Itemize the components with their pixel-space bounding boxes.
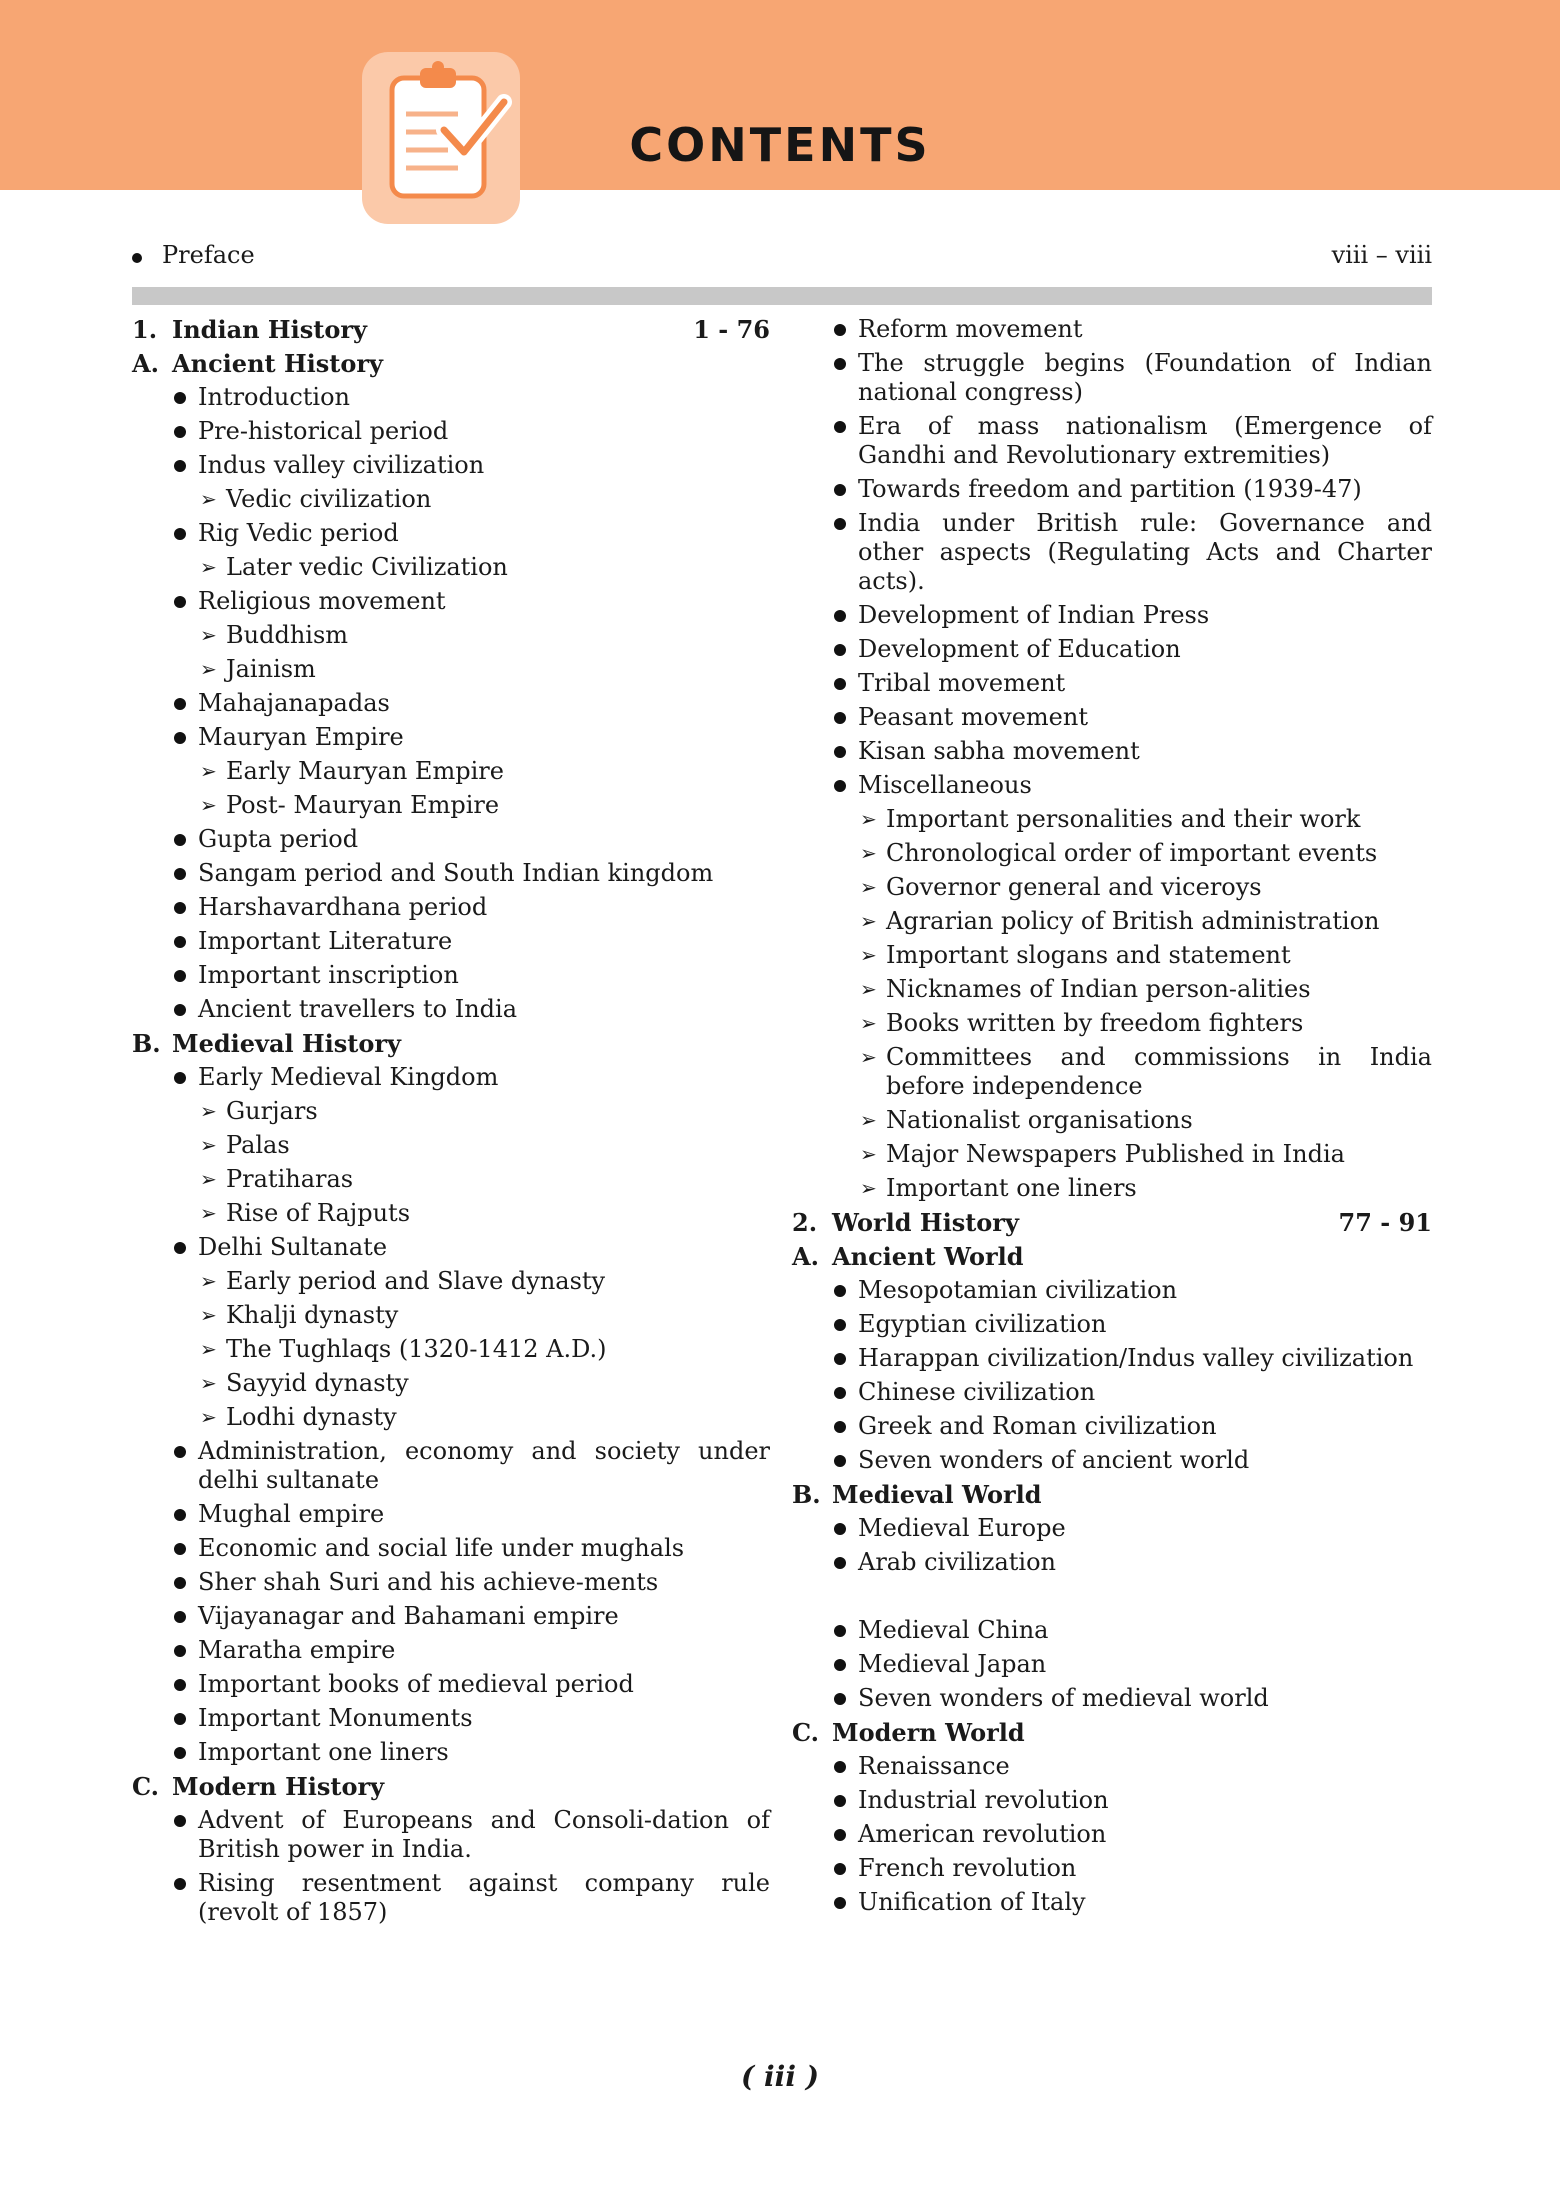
toc-item: [132, 1704, 770, 1733]
heading-text: Ancient World: [832, 1242, 1024, 1271]
bullet-icon: [834, 1353, 846, 1365]
bullet-icon: [834, 1455, 846, 1467]
item-text: Seven wonders of ancient world: [858, 1446, 1250, 1474]
toc-subitem: [132, 655, 770, 684]
bullet-icon: [834, 1319, 846, 1331]
bullet-icon: [834, 780, 846, 792]
toc-section-heading: [132, 1029, 770, 1058]
toc-item: [132, 1568, 770, 1597]
item-text: Rig Vedic period: [198, 519, 399, 547]
item-text: Early Mauryan Empire: [226, 757, 504, 785]
toc-subitem: [132, 1165, 770, 1194]
bullet-icon: [174, 732, 186, 744]
arrow-bullet-icon: ➢: [860, 943, 877, 967]
arrow-bullet-icon: ➢: [860, 841, 877, 865]
bullet-icon: [174, 1072, 186, 1084]
item-text: Reform movement: [858, 315, 1083, 343]
arrow-bullet-icon: ➢: [200, 1133, 217, 1157]
item-text: Mughal empire: [198, 1500, 385, 1528]
page-range: 1 - 76: [693, 315, 770, 344]
toc-item: [792, 1650, 1432, 1679]
toc-subitem: [792, 805, 1432, 834]
item-text: Chinese civilization: [858, 1378, 1096, 1406]
bullet-icon: [834, 678, 846, 690]
bullet-icon: [174, 460, 186, 472]
heading-number: C.: [792, 1718, 820, 1747]
toc-item: [132, 825, 770, 854]
item-text: Administration, economy and society under delhi sultanate: [198, 1437, 770, 1494]
toc-item: [792, 737, 1432, 766]
toc-part-heading: [132, 315, 770, 344]
arrow-bullet-icon: ➢: [200, 759, 217, 783]
toc-item: [792, 703, 1432, 732]
item-text: Medieval China: [858, 1616, 1049, 1644]
bullet-icon: [174, 936, 186, 948]
heading-number: A.: [792, 1242, 819, 1271]
toc-subitem: [132, 553, 770, 582]
toc-section-heading: [792, 1718, 1432, 1747]
toc-subitem: [792, 1009, 1432, 1038]
arrow-bullet-icon: ➢: [860, 875, 877, 899]
toc-item: [132, 1534, 770, 1563]
toc-item: [132, 859, 770, 888]
bullet-icon: [834, 421, 846, 433]
bullet-icon: [174, 1446, 186, 1458]
bullet-icon: [834, 1863, 846, 1875]
toc-item: [132, 451, 770, 480]
toc-subitem: [792, 907, 1432, 936]
bullet-icon: [834, 610, 846, 622]
toc-item: [792, 315, 1432, 344]
toc-item: [132, 689, 770, 718]
toc-item: [792, 349, 1432, 407]
arrow-bullet-icon: ➢: [200, 1405, 217, 1429]
bullet-icon: [174, 392, 186, 404]
item-text: Seven wonders of medieval world: [858, 1684, 1269, 1712]
toc-item: [132, 587, 770, 616]
item-text: Important one liners: [886, 1174, 1137, 1202]
arrow-bullet-icon: ➢: [200, 1269, 217, 1293]
item-text: Buddhism: [226, 621, 349, 649]
arrow-bullet-icon: ➢: [200, 1337, 217, 1361]
toc-item: [792, 1752, 1432, 1781]
item-text: Delhi Sultanate: [198, 1233, 388, 1261]
page-title: CONTENTS: [629, 118, 931, 172]
bullet-icon: [834, 1625, 846, 1637]
toc-item: [792, 1820, 1432, 1849]
toc-item: [132, 1233, 770, 1262]
bullet-icon: [834, 1795, 846, 1807]
item-text: Important books of medieval period: [198, 1670, 634, 1698]
heading-text: Ancient History: [172, 349, 383, 378]
item-text: Khalji dynasty: [226, 1301, 399, 1329]
preface-pages: viii – viii: [1331, 241, 1432, 269]
item-text: Nationalist organisations: [886, 1106, 1193, 1134]
arrow-bullet-icon: ➢: [860, 1011, 877, 1035]
bullet-icon: [174, 902, 186, 914]
item-text: Later vedic Civilization: [226, 553, 508, 581]
arrow-bullet-icon: ➢: [200, 1099, 217, 1123]
toc-section-heading: [132, 1772, 770, 1801]
toc-item: [792, 412, 1432, 470]
bullet-icon: [174, 528, 186, 540]
heading-text: Indian History: [172, 315, 367, 344]
arrow-bullet-icon: ➢: [200, 793, 217, 817]
item-text: Early period and Slave dynasty: [226, 1267, 606, 1295]
bullet-icon: [834, 1761, 846, 1773]
item-text: Tribal movement: [858, 669, 1066, 697]
item-text: Arab civilization: [858, 1548, 1056, 1576]
bullet-icon: [174, 1611, 186, 1623]
item-text: Religious movement: [198, 587, 446, 615]
toc-subitem: [792, 1174, 1432, 1203]
toc-subitem: [132, 485, 770, 514]
toc-section-heading: [792, 1480, 1432, 1509]
item-text: Vijayanagar and Bahamani empire: [198, 1602, 619, 1630]
item-text: The struggle begins (Foundation of Indian national congress): [858, 349, 1432, 406]
clipboard-check-icon: [362, 52, 520, 224]
item-text: Greek and Roman civilization: [858, 1412, 1217, 1440]
toc-subitem: [132, 1335, 770, 1364]
bullet-icon: [834, 1285, 846, 1297]
bullet-icon: [174, 1543, 186, 1555]
item-text: Development of Indian Press: [858, 601, 1210, 629]
toc-subitem: [132, 1131, 770, 1160]
item-text: Towards freedom and partition (1939-47): [858, 475, 1362, 503]
bullet-icon: [834, 712, 846, 724]
toc-subitem: [132, 757, 770, 786]
toc-left-column: [132, 310, 770, 1927]
bullet-icon: [174, 596, 186, 608]
bullet-icon: [834, 1387, 846, 1399]
arrow-bullet-icon: ➢: [200, 1167, 217, 1191]
toc-item: [792, 669, 1432, 698]
preface-label: Preface: [162, 241, 255, 269]
toc-item: [792, 771, 1432, 800]
bullet-icon: [174, 1878, 186, 1890]
heading-number: 1.: [132, 315, 158, 344]
heading-text: Medieval History: [172, 1029, 401, 1058]
toc-item: [132, 1602, 770, 1631]
toc-section-heading: [792, 1242, 1432, 1271]
item-text: Important inscription: [198, 961, 459, 989]
item-text: Vedic civilization: [226, 485, 432, 513]
item-text: Harappan civilization/Indus valley civilization: [858, 1344, 1414, 1372]
item-text: Mesopotamian civilization: [858, 1276, 1178, 1304]
bullet-icon: [174, 1577, 186, 1589]
item-text: Important one liners: [198, 1738, 449, 1766]
item-text: Pratiharas: [226, 1165, 354, 1193]
toc-subitem: [792, 1043, 1432, 1101]
bullet-icon: [174, 1242, 186, 1254]
bullet-icon: [174, 1713, 186, 1725]
item-text: Pre-historical period: [198, 417, 449, 445]
toc-item: [792, 1378, 1432, 1407]
toc-section-heading: [132, 349, 770, 378]
bullet-icon: [834, 484, 846, 496]
item-text: Economic and social life under mughals: [198, 1534, 685, 1562]
heading-text: World History: [832, 1208, 1019, 1237]
item-text: Rising resentment against company rule (revolt of 1857): [198, 1869, 770, 1926]
toc-subitem: [792, 941, 1432, 970]
toc-subitem: [792, 975, 1432, 1004]
item-text: Important Literature: [198, 927, 453, 955]
bullet-icon: [174, 1509, 186, 1521]
toc-subitem: [132, 1403, 770, 1432]
bullet-icon: [834, 1829, 846, 1841]
item-text: Indus valley civilization: [198, 451, 485, 479]
item-text: Introduction: [198, 383, 350, 411]
toc-subitem: [132, 621, 770, 650]
arrow-bullet-icon: ➢: [200, 555, 217, 579]
divider-bar: [132, 287, 1432, 305]
toc-item: [792, 1276, 1432, 1305]
bullet-icon: [834, 1897, 846, 1909]
item-text: Advent of Europeans and Consoli-dation of British power in India.: [198, 1806, 770, 1863]
item-text: Important Monuments: [198, 1704, 473, 1732]
toc-subitem: [132, 1199, 770, 1228]
item-text: Ancient travellers to India: [198, 995, 518, 1023]
bullet-icon: [834, 1693, 846, 1705]
toc-item: [792, 1310, 1432, 1339]
toc-item: [132, 1437, 770, 1495]
item-text: Early Medieval Kingdom: [198, 1063, 499, 1091]
heading-number: 2.: [792, 1208, 818, 1237]
item-text: American revolution: [858, 1820, 1107, 1848]
item-text: Sangam period and South Indian kingdom: [198, 859, 714, 887]
toc-subitem: [132, 1097, 770, 1126]
item-text: Industrial revolution: [858, 1786, 1109, 1814]
bullet-icon: [174, 1747, 186, 1759]
toc-item: [792, 1616, 1432, 1645]
arrow-bullet-icon: ➢: [200, 623, 217, 647]
heading-text: Modern World: [832, 1718, 1025, 1747]
item-text: Nicknames of Indian person-alities: [886, 975, 1311, 1003]
bullet-icon: [174, 970, 186, 982]
toc-subitem: [132, 1369, 770, 1398]
toc-item: [132, 383, 770, 412]
bullet-icon: [174, 868, 186, 880]
item-text: Important slogans and statement: [886, 941, 1291, 969]
item-text: Peasant movement: [858, 703, 1088, 731]
toc-subitem: [132, 791, 770, 820]
item-text: Lodhi dynasty: [226, 1403, 397, 1431]
arrow-bullet-icon: ➢: [200, 487, 217, 511]
toc-item: [132, 893, 770, 922]
bullet-icon: [834, 358, 846, 370]
item-text: Development of Education: [858, 635, 1181, 663]
item-text: Chronological order of important events: [886, 839, 1378, 867]
toc-item: [792, 1888, 1432, 1917]
item-text: India under British rule: Governance and other aspects (Regulating Acts and Charter acts).: [858, 509, 1432, 595]
bullet-icon: [834, 518, 846, 530]
bullet-icon: [174, 698, 186, 710]
item-text: Unification of Italy: [858, 1888, 1086, 1916]
item-text: Gupta period: [198, 825, 359, 853]
toc-item: [792, 1684, 1432, 1713]
item-text: Rise of Rajputs: [226, 1199, 411, 1227]
arrow-bullet-icon: ➢: [860, 1108, 877, 1132]
heading-number: C.: [132, 1772, 160, 1801]
item-text: Sayyid dynasty: [226, 1369, 409, 1397]
toc-item: [792, 475, 1432, 504]
page-number: ( iii ): [741, 2060, 819, 2093]
item-text: Kisan sabha movement: [858, 737, 1140, 765]
item-text: Miscellaneous: [858, 771, 1032, 799]
item-text: Sher shah Suri and his achieve-ments: [198, 1568, 659, 1596]
arrow-bullet-icon: ➢: [860, 977, 877, 1001]
bullet-icon: [834, 644, 846, 656]
toc-right-column: [792, 310, 1432, 1917]
toc-item: [132, 1063, 770, 1092]
arrow-bullet-icon: ➢: [860, 1142, 877, 1166]
item-text: Books written by freedom fighters: [886, 1009, 1304, 1037]
toc-item: [792, 1412, 1432, 1441]
bullet-icon: [834, 746, 846, 758]
toc-item: [792, 1344, 1432, 1373]
arrow-bullet-icon: ➢: [860, 1176, 877, 1200]
toc-item: [132, 519, 770, 548]
toc-item: [132, 961, 770, 990]
arrow-bullet-icon: ➢: [860, 1045, 877, 1069]
toc-item: [792, 1514, 1432, 1543]
bullet-icon: [174, 1679, 186, 1691]
heading-text: Modern History: [172, 1772, 385, 1801]
toc-subitem: [792, 1106, 1432, 1135]
arrow-bullet-icon: ➢: [200, 1201, 217, 1225]
toc-item: [792, 1548, 1432, 1577]
item-text: Medieval Japan: [858, 1650, 1047, 1678]
toc-item: [132, 995, 770, 1024]
item-text: Medieval Europe: [858, 1514, 1066, 1542]
bullet-icon: [174, 1645, 186, 1657]
toc-item: [792, 635, 1432, 664]
heading-number: A.: [132, 349, 159, 378]
bullet-icon: [834, 1557, 846, 1569]
toc-item: [792, 1854, 1432, 1883]
toc-subitem: [792, 1140, 1432, 1169]
item-text: Major Newspapers Published in India: [886, 1140, 1345, 1168]
item-text: Palas: [226, 1131, 290, 1159]
toc-item: [792, 509, 1432, 596]
toc-item: [132, 927, 770, 956]
bullet-icon: [174, 1815, 186, 1827]
heading-number: B.: [132, 1029, 161, 1058]
bullet-icon: [174, 426, 186, 438]
item-text: Agrarian policy of British administration: [886, 907, 1380, 935]
bullet-icon: [132, 253, 142, 263]
bullet-icon: [834, 1523, 846, 1535]
arrow-bullet-icon: ➢: [860, 909, 877, 933]
item-text: French revolution: [858, 1854, 1077, 1882]
item-text: Maratha empire: [198, 1636, 396, 1664]
item-text: Harshavardhana period: [198, 893, 488, 921]
toc-subitem: [792, 873, 1432, 902]
toc-item: [132, 1806, 770, 1864]
item-text: Mahajanapadas: [198, 689, 390, 717]
toc-item: [792, 601, 1432, 630]
preface-entry: [132, 240, 1432, 276]
toc-part-heading: [792, 1208, 1432, 1237]
toc-item: [132, 1670, 770, 1699]
item-text: Post- Mauryan Empire: [226, 791, 500, 819]
arrow-bullet-icon: ➢: [200, 1371, 217, 1395]
heading-text: Medieval World: [832, 1480, 1042, 1509]
bullet-icon: [174, 834, 186, 846]
arrow-bullet-icon: ➢: [860, 807, 877, 831]
bullet-icon: [834, 1421, 846, 1433]
spacer: [792, 1577, 1432, 1611]
item-text: The Tughlaqs (1320-1412 A.D.): [226, 1335, 607, 1363]
bullet-icon: [174, 1004, 186, 1016]
item-text: Jainism: [226, 655, 316, 683]
heading-number: B.: [792, 1480, 821, 1509]
arrow-bullet-icon: ➢: [200, 1303, 217, 1327]
item-text: Era of mass nationalism (Emergence of Gandhi and Revolutionary extremities): [858, 412, 1432, 469]
bullet-icon: [834, 1659, 846, 1671]
item-text: Gurjars: [226, 1097, 318, 1125]
bullet-icon: [834, 324, 846, 336]
toc-item: [792, 1446, 1432, 1475]
item-text: Mauryan Empire: [198, 723, 404, 751]
item-text: Committees and commissions in India before independence: [886, 1043, 1432, 1100]
page-range: 77 - 91: [1338, 1208, 1432, 1237]
toc-subitem: [132, 1267, 770, 1296]
toc-item: [132, 723, 770, 752]
item-text: Renaissance: [858, 1752, 1010, 1780]
toc-item: [132, 417, 770, 446]
toc-item: [132, 1869, 770, 1927]
toc-subitem: [792, 839, 1432, 868]
item-text: Egyptian civilization: [858, 1310, 1107, 1338]
item-text: Governor general and viceroys: [886, 873, 1262, 901]
toc-subitem: [132, 1301, 770, 1330]
toc-item: [792, 1786, 1432, 1815]
toc-item: [132, 1738, 770, 1767]
arrow-bullet-icon: ➢: [200, 657, 217, 681]
item-text: Important personalities and their work: [886, 805, 1361, 833]
toc-item: [132, 1636, 770, 1665]
toc-item: [132, 1500, 770, 1529]
